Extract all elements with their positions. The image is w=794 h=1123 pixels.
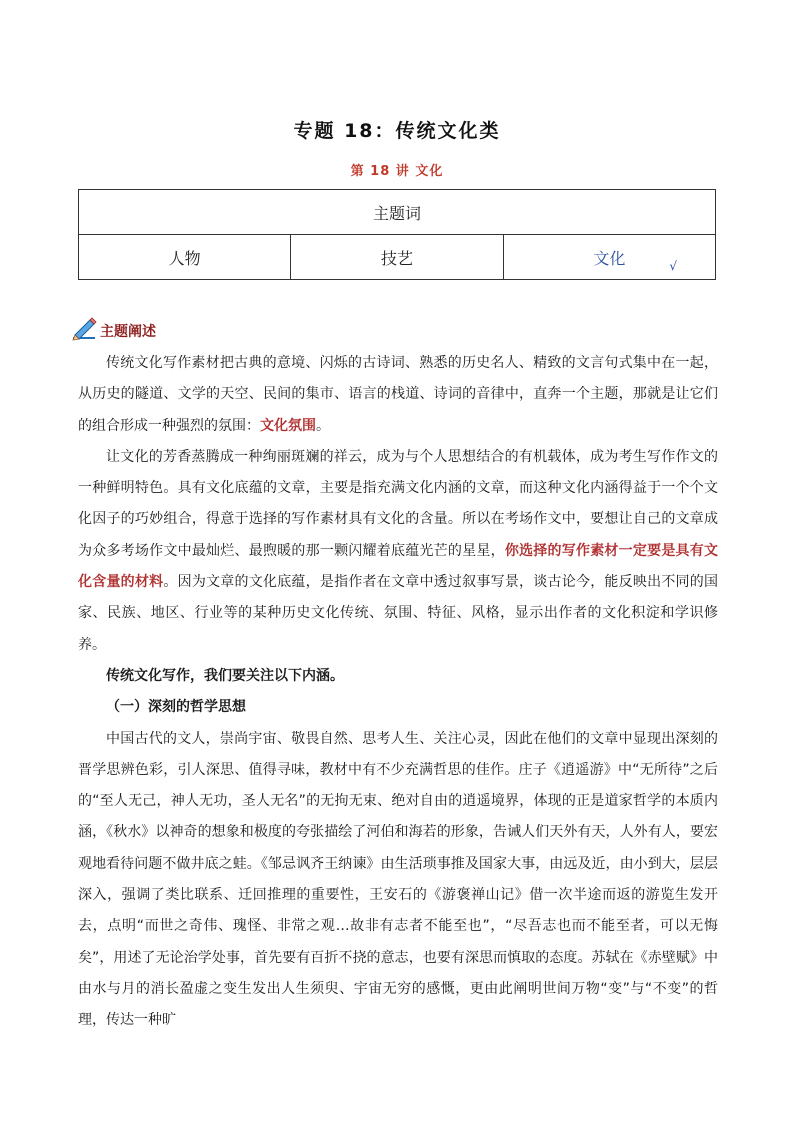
page-title: 专题 18：传统文化类: [293, 120, 501, 142]
topic-table: [78, 189, 716, 280]
paragraph-lead: 传统文化写作，我们要关注以下内涵。: [106, 667, 344, 684]
topic-cell-people: 人物: [79, 235, 291, 280]
emphasis-text: 你选择的写作素材一定要是具有文化含量的材料: [78, 542, 719, 591]
check-mark: √: [669, 259, 677, 273]
paragraph: [78, 348, 718, 442]
paragraph: 中国古代的文人，崇尚宇宙、敬畏自然、思考人生、关注心灵，因此在他们的文章中显现出深刻的晋学思辨色彩，引人深思、值得寻味，教材中有不少充满哲思的佳作。庄子《逍遥游》中“无所待”之后的“至人无己，神人无功，圣人无名”的无拘无束、绝对自由的逍遥境界，体现的正是道家哲学的本质内涵，《秋水》以神奇的想象和极度的夸张描绘了河伯和海若的形象，告诫人们天外有天，人外有人，要宏观地看待问题不做井底之蛙。《邹忌讽齐王纳谏》由生活琐事推及国家大事，由远及近，由小到大，层层深入，强调了类比联系、迁回推理的重要性，王安石的《游褒禅山记》借一次半途而返的游览生发开去，点明“而世之奇伟、瑰怪、非常之观…故非有志者不能至也”，“尽吾志也而不能至者，可以无悔矣”，用述了无论治学处事，首先要有百折不挠的意志，也要有深思而慎取的态度。苏轼在《赤壁赋》中由水与月的消长盈虚之变生发出人生须臾、宇宙无穷的感慨，更由此阐明世间万物“变”与“不变”的哲理，传达一种旷: [78, 730, 718, 1029]
paragraph-text: 。: [316, 417, 330, 434]
article-body: [78, 348, 718, 1037]
paragraph: [78, 442, 718, 661]
paragraph-text: 传统文化写作素材把古典的意境、闪烁的古诗词、熟悉的历史名人、精致的文言句式集中在一起，从历史的隧道、文学的天空、民间的集市、语言的栈道、诗词的音律中，直奔一个主题，那就是让它们的组合形成一种强烈的氛围：: [78, 355, 718, 434]
subsection-heading: （一）深刻的哲学思想: [106, 699, 246, 716]
emphasis-text: 文化氛围: [260, 417, 316, 434]
topic-cell-skills: 技艺: [291, 235, 503, 280]
topic-cell-culture-label: 文化: [593, 248, 626, 268]
section-heading: [70, 312, 156, 342]
topic-table-header: 主题词: [79, 190, 716, 235]
section-heading-text: 主题阐述: [100, 324, 156, 340]
paragraph-text: 。因为文章的文化底蕴，是指作者在文章中透过叙事写景，谈古论今，能反映出不同的国家、民族、地区、行业等的某种历史文化传统、氛围、特征、风格，显示出作者的文化积淀和学识修养。: [78, 574, 719, 653]
paragraph-text: 让文化的芳香蒸腾成一种绚丽斑斓的祥云，成为与个人思想结合的有机载体，成为考生写作作文的一种鲜明特色。具有文化底蕴的文章，主要是指充满文化内涵的文章，而这种文化内涵得益于一个个文化因子的巧妙组合，得意于选择的写作素材具有文化的含量。所以在考场作文中，要想让自己的文章成为众多考场作文中最灿烂、最煦暖的那一颗闪耀着底蕴光芒的星星，: [78, 448, 718, 559]
lecture-subtitle: 第 18 讲 文化: [350, 164, 444, 179]
pencil-icon: [70, 316, 98, 342]
topic-cell-culture: [503, 235, 715, 280]
